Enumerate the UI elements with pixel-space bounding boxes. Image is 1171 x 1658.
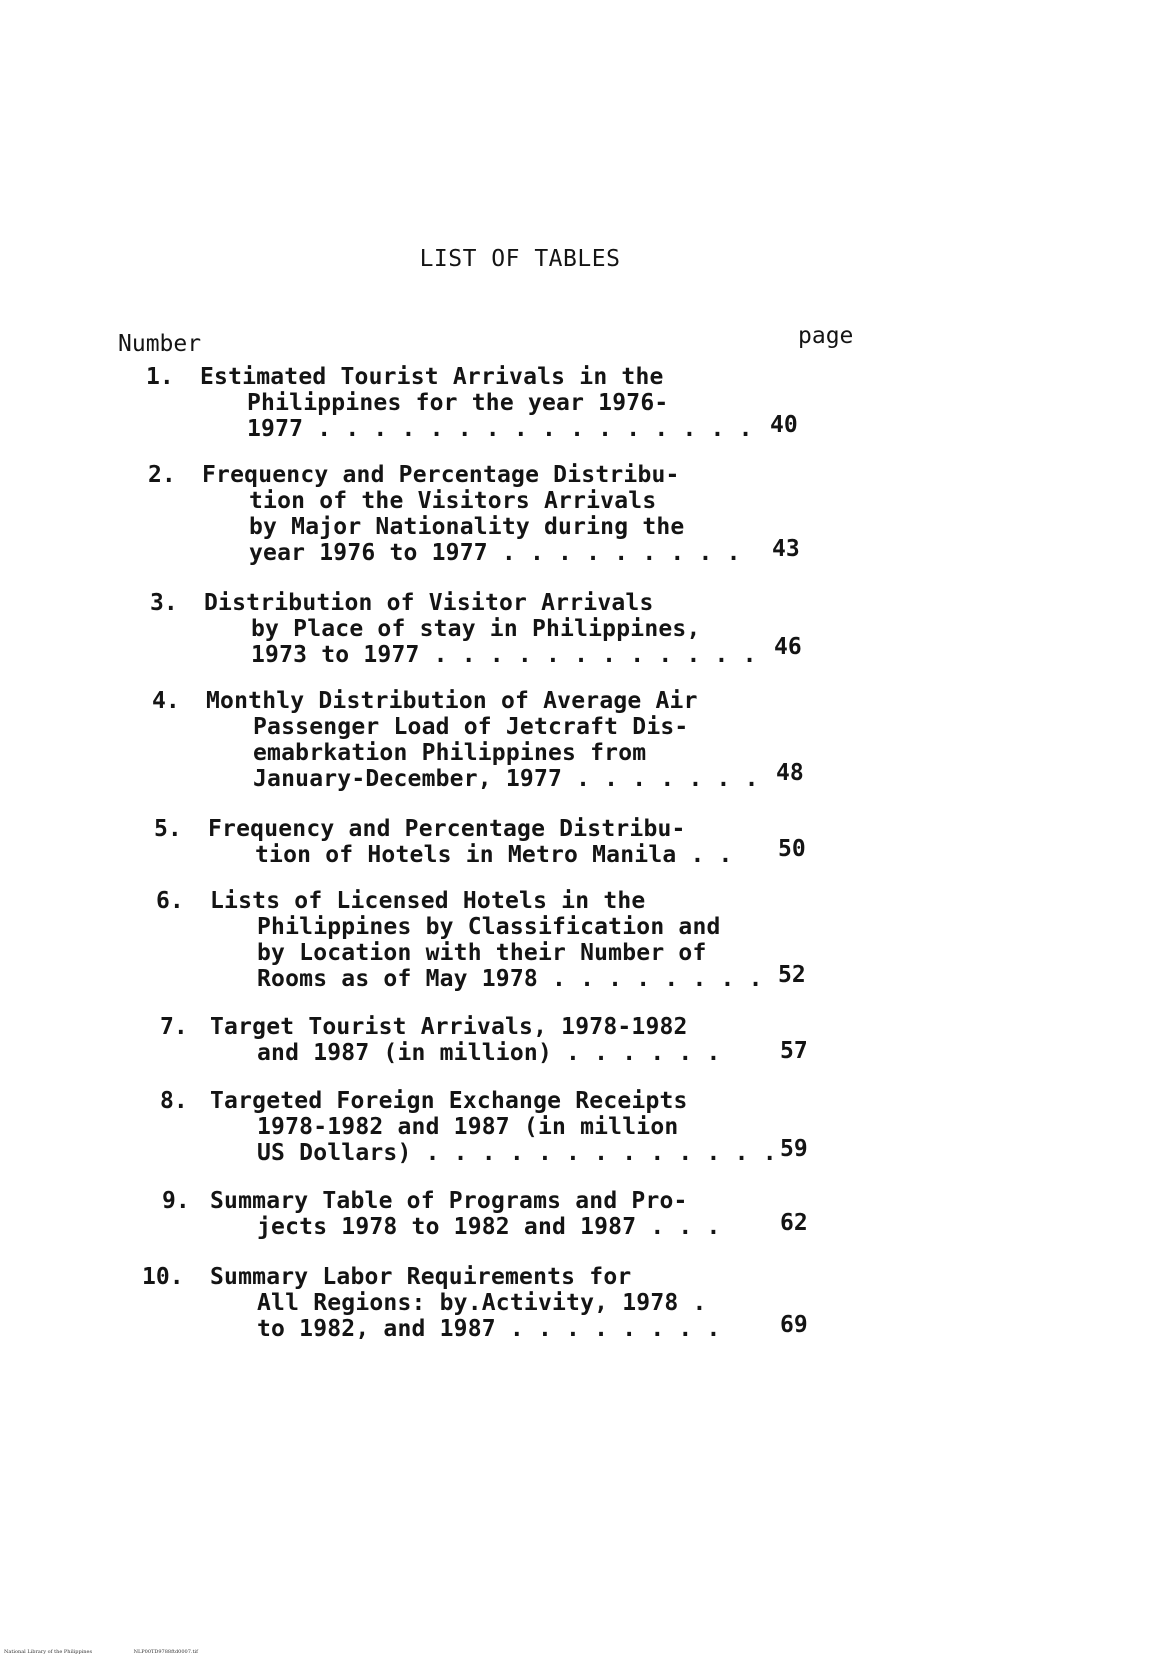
entry-title: [202, 462, 762, 566]
entry-title: [210, 1188, 770, 1240]
entry-line: Passenger Load of Jetcraft Dis-: [253, 714, 689, 740]
page-column-header: page: [798, 323, 854, 349]
entry-page-number: 69: [780, 1312, 808, 1338]
entry-line: to 1982, and 1987 . . . . . . . .: [257, 1316, 721, 1342]
entry-title: [210, 1088, 777, 1166]
entry-line: and 1987 (in million) . . . . . .: [257, 1040, 721, 1066]
entry-line: 1977 . . . . . . . . . . . . . . . .: [247, 416, 753, 442]
entry-line: Philippines for the year 1976-: [247, 390, 669, 416]
entry-page-number: 57: [780, 1038, 808, 1064]
entry-number: 10.: [142, 1264, 184, 1290]
entry-page-number: 40: [770, 412, 798, 438]
entry-line: emabrkation Philippines from: [253, 740, 647, 766]
entry-page-number: 52: [778, 962, 806, 988]
scan-footer: [4, 1649, 238, 1655]
entry-number: 9.: [162, 1188, 190, 1214]
entry-line: Lists of Licensed Hotels in the: [210, 888, 646, 914]
entry-title: [200, 364, 760, 442]
entry-line: by Place of stay in Philippines,: [251, 616, 701, 642]
entry-line: year 1976 to 1977 . . . . . . . . .: [249, 540, 741, 566]
entry-line: Estimated Tourist Arrivals in the: [200, 364, 664, 390]
entry-number: 4.: [152, 688, 180, 714]
entry-line: All Regions: by.Activity, 1978 .: [257, 1290, 707, 1316]
entry-line: Monthly Distribution of Average Air: [206, 688, 698, 714]
entry-line: Targeted Foreign Exchange Receipts: [210, 1088, 688, 1114]
entry-number: 5.: [154, 816, 182, 842]
entry-page-number: 50: [778, 836, 806, 862]
entry-line: Philippines by Classification and: [257, 914, 721, 940]
entry-line: by Location with their Number of: [257, 940, 707, 966]
entry-page-number: 59: [780, 1136, 808, 1162]
entry-line: 1973 to 1977 . . . . . . . . . . . .: [251, 642, 757, 668]
entry-number: 8.: [160, 1088, 188, 1114]
entry-line: US Dollars) . . . . . . . . . . . . .: [257, 1140, 777, 1166]
entry-title: [208, 816, 768, 868]
entry-number: 2.: [148, 462, 176, 488]
entry-title: [206, 688, 766, 792]
entry-page-number: 62: [780, 1210, 808, 1236]
entry-number: 7.: [160, 1014, 188, 1040]
footer-file: NLP00TD9788ftd0007.tif: [133, 1649, 198, 1655]
entry-line: Summary Table of Programs and Pro-: [210, 1188, 688, 1214]
entry-page-number: 48: [776, 760, 804, 786]
footer-library: National Library of the Philippines: [4, 1649, 93, 1655]
entry-line: Target Tourist Arrivals, 1978-1982: [210, 1014, 688, 1040]
entry-line: by Major Nationality during the: [249, 514, 685, 540]
entry-page-number: 43: [772, 536, 800, 562]
entry-line: Rooms as of May 1978 . . . . . . . .: [257, 966, 763, 992]
entry-line: tion of Hotels in Metro Manila . .: [255, 842, 733, 868]
entry-line: Frequency and Percentage Distribu-: [208, 816, 686, 842]
page-title: LIST OF TABLES: [419, 246, 621, 272]
entry-line: Frequency and Percentage Distribu-: [202, 462, 680, 488]
entry-title: [210, 1014, 770, 1066]
number-column-header: Number: [118, 331, 202, 357]
entry-line: Summary Labor Requirements for: [210, 1264, 632, 1290]
entry-title: [210, 1264, 770, 1342]
entry-line: January-December, 1977 . . . . . . .: [253, 766, 759, 792]
entry-number: 3.: [150, 590, 178, 616]
entry-title: [210, 888, 770, 992]
entry-line: 1978-1982 and 1987 (in million: [257, 1114, 679, 1140]
entry-line: jects 1978 to 1982 and 1987 . . .: [257, 1214, 721, 1240]
entry-number: 6.: [156, 888, 184, 914]
entry-page-number: 46: [774, 634, 802, 660]
entry-number: 1.: [146, 364, 174, 390]
entry-line: Distribution of Visitor Arrivals: [204, 590, 654, 616]
entry-line: tion of the Visitors Arrivals: [249, 488, 657, 514]
entry-title: [204, 590, 764, 668]
